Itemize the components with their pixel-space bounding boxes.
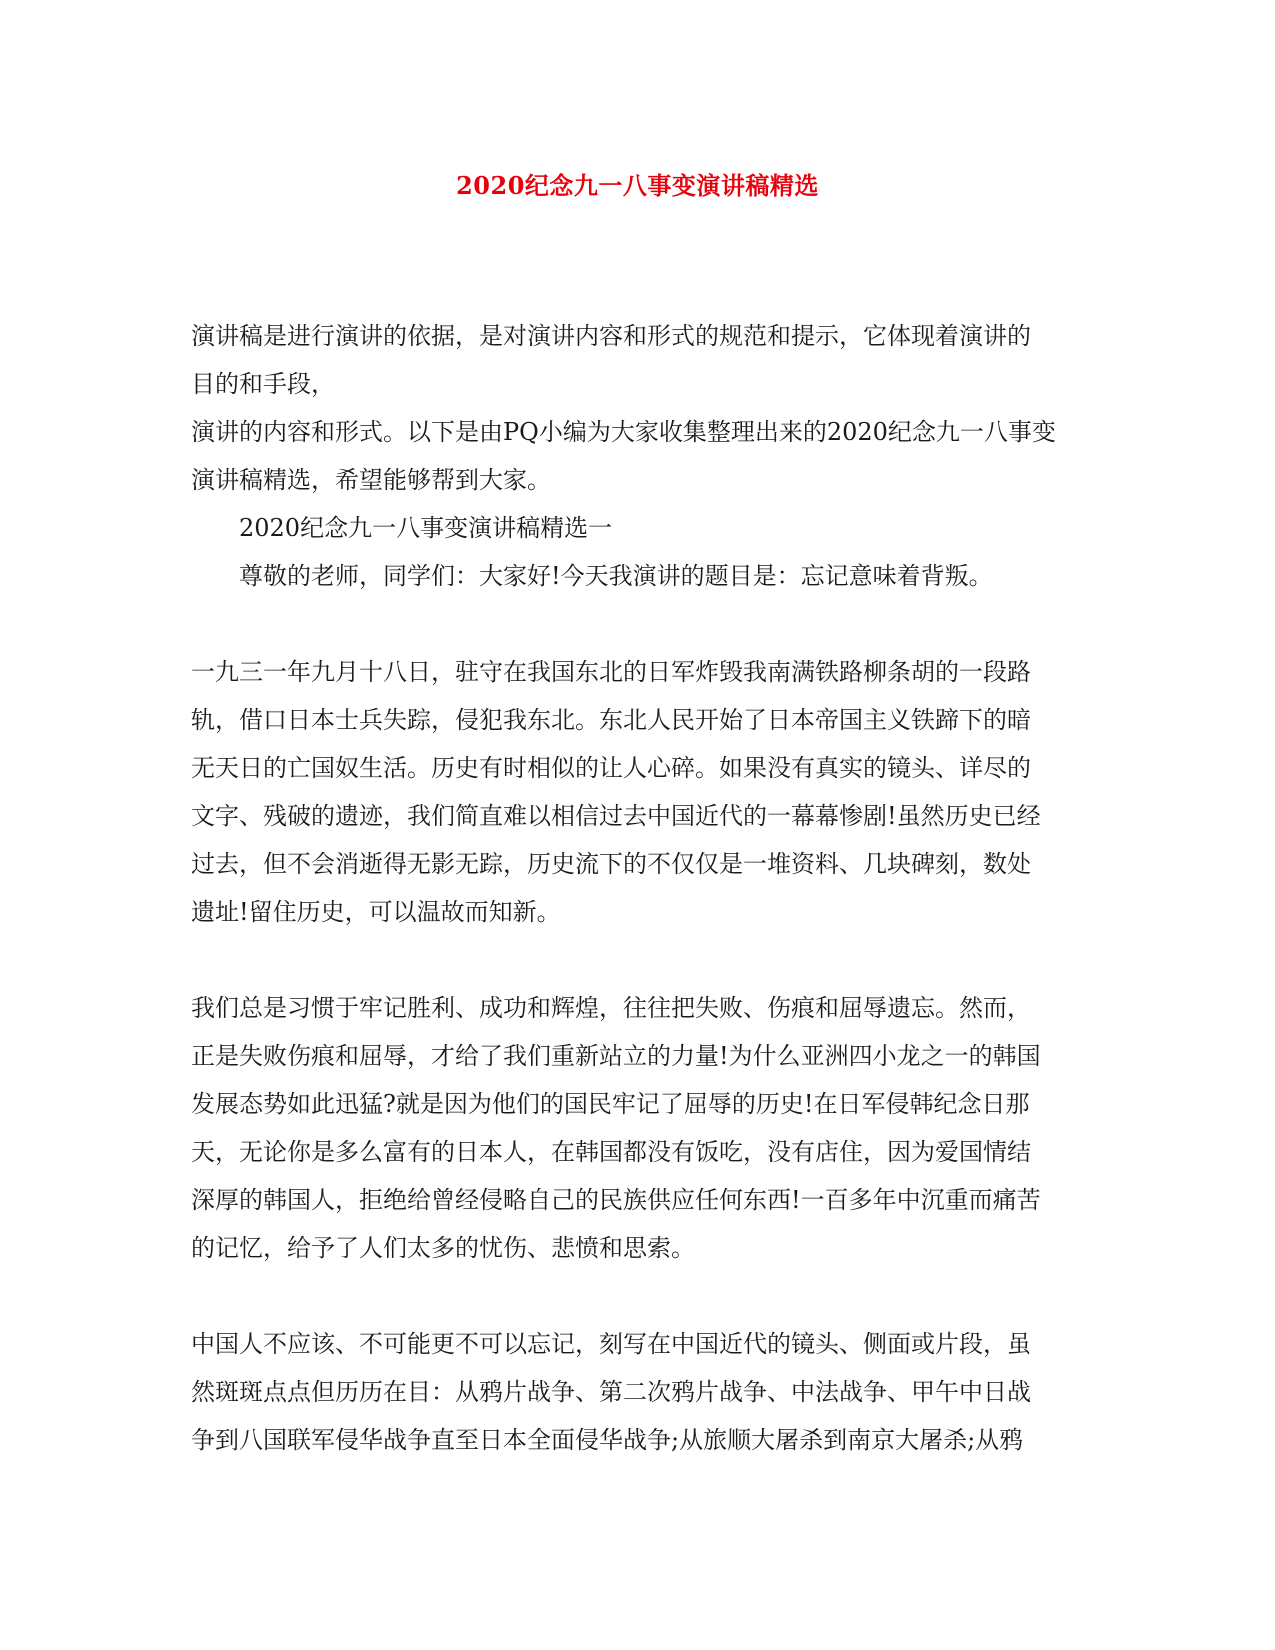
text-line: 轨，借口日本士兵失踪，侵犯我东北。东北人民开始了日本帝国主义铁蹄下的暗: [191, 706, 1031, 734]
text-line: 正是失败伤痕和屈辱，才给了我们重新站立的力量!为什么亚洲四小龙之一的韩国: [191, 1042, 1041, 1070]
text-line: 演讲稿是进行演讲的依据，是对演讲内容和形式的规范和提示，它体现着演讲的: [191, 322, 1031, 350]
paragraph-gap: [191, 1272, 1084, 1320]
text-line: 演讲稿精选，希望能够帮到大家。: [191, 466, 551, 494]
text-line: 过去，但不会消逝得无影无踪，历史流下的不仅仅是一堆资料、几块碑刻，数处: [191, 850, 1031, 878]
paragraph-gap: [191, 600, 1084, 648]
text-line: 遗址!留住历史，可以温故而知新。: [191, 898, 561, 926]
paragraph-1: [191, 648, 1084, 936]
text-line: 演讲的内容和形式。以下是由PQ小编为大家收集整理出来的2020纪念九一八事变: [191, 418, 1056, 446]
greeting-line: 尊敬的老师，同学们：大家好!今天我演讲的题目是：忘记意味着背叛。: [239, 562, 993, 590]
text-line: 中国人不应该、不可能更不可以忘记，刻写在中国近代的镜头、侧面或片段，虽: [191, 1330, 1031, 1358]
text-line: 天，无论你是多么富有的日本人，在韩国都没有饭吃，没有店住，因为爱国情结: [191, 1138, 1031, 1166]
paragraph-3: [191, 1320, 1084, 1464]
text-line: 文字、残破的遗迹，我们简直难以相信过去中国近代的一幕幕惨剧!虽然历史已经: [191, 802, 1041, 830]
text-line: 的记忆，给予了人们太多的忧伤、悲愤和思索。: [191, 1234, 695, 1262]
text-line: 深厚的韩国人，拒绝给曾经侵略自己的民族供应任何东西!一百多年中沉重而痛苦: [191, 1186, 1041, 1214]
text-line: 争到八国联军侵华战争直至日本全面侵华战争;从旅顺大屠杀到南京大屠杀;从鸦: [191, 1426, 1024, 1454]
paragraph-2: [191, 984, 1084, 1272]
paragraph-gap: [191, 936, 1084, 984]
document-body: [191, 312, 1084, 1464]
section-heading: 2020纪念九一八事变演讲稿精选一: [239, 514, 613, 542]
text-line: 一九三一年九月十八日，驻守在我国东北的日军炸毁我南满铁路柳条胡的一段路: [191, 658, 1031, 686]
text-line: 发展态势如此迅猛?就是因为他们的国民牢记了屈辱的历史!在日军侵韩纪念日那: [191, 1090, 1030, 1118]
text-line: 目的和手段，: [191, 370, 335, 398]
intro-paragraph: [191, 312, 1084, 504]
text-line: 然斑斑点点但历历在目：从鸦片战争、第二次鸦片战争、中法战争、甲午中日战: [191, 1378, 1031, 1406]
document-title: 2020纪念九一八事变演讲稿精选: [456, 171, 819, 200]
text-line: 我们总是习惯于牢记胜利、成功和辉煌，往往把失败、伤痕和屈辱遗忘。然而，: [191, 994, 1031, 1022]
text-line: 无天日的亡国奴生活。历史有时相似的让人心碎。如果没有真实的镜头、详尽的: [191, 754, 1031, 782]
